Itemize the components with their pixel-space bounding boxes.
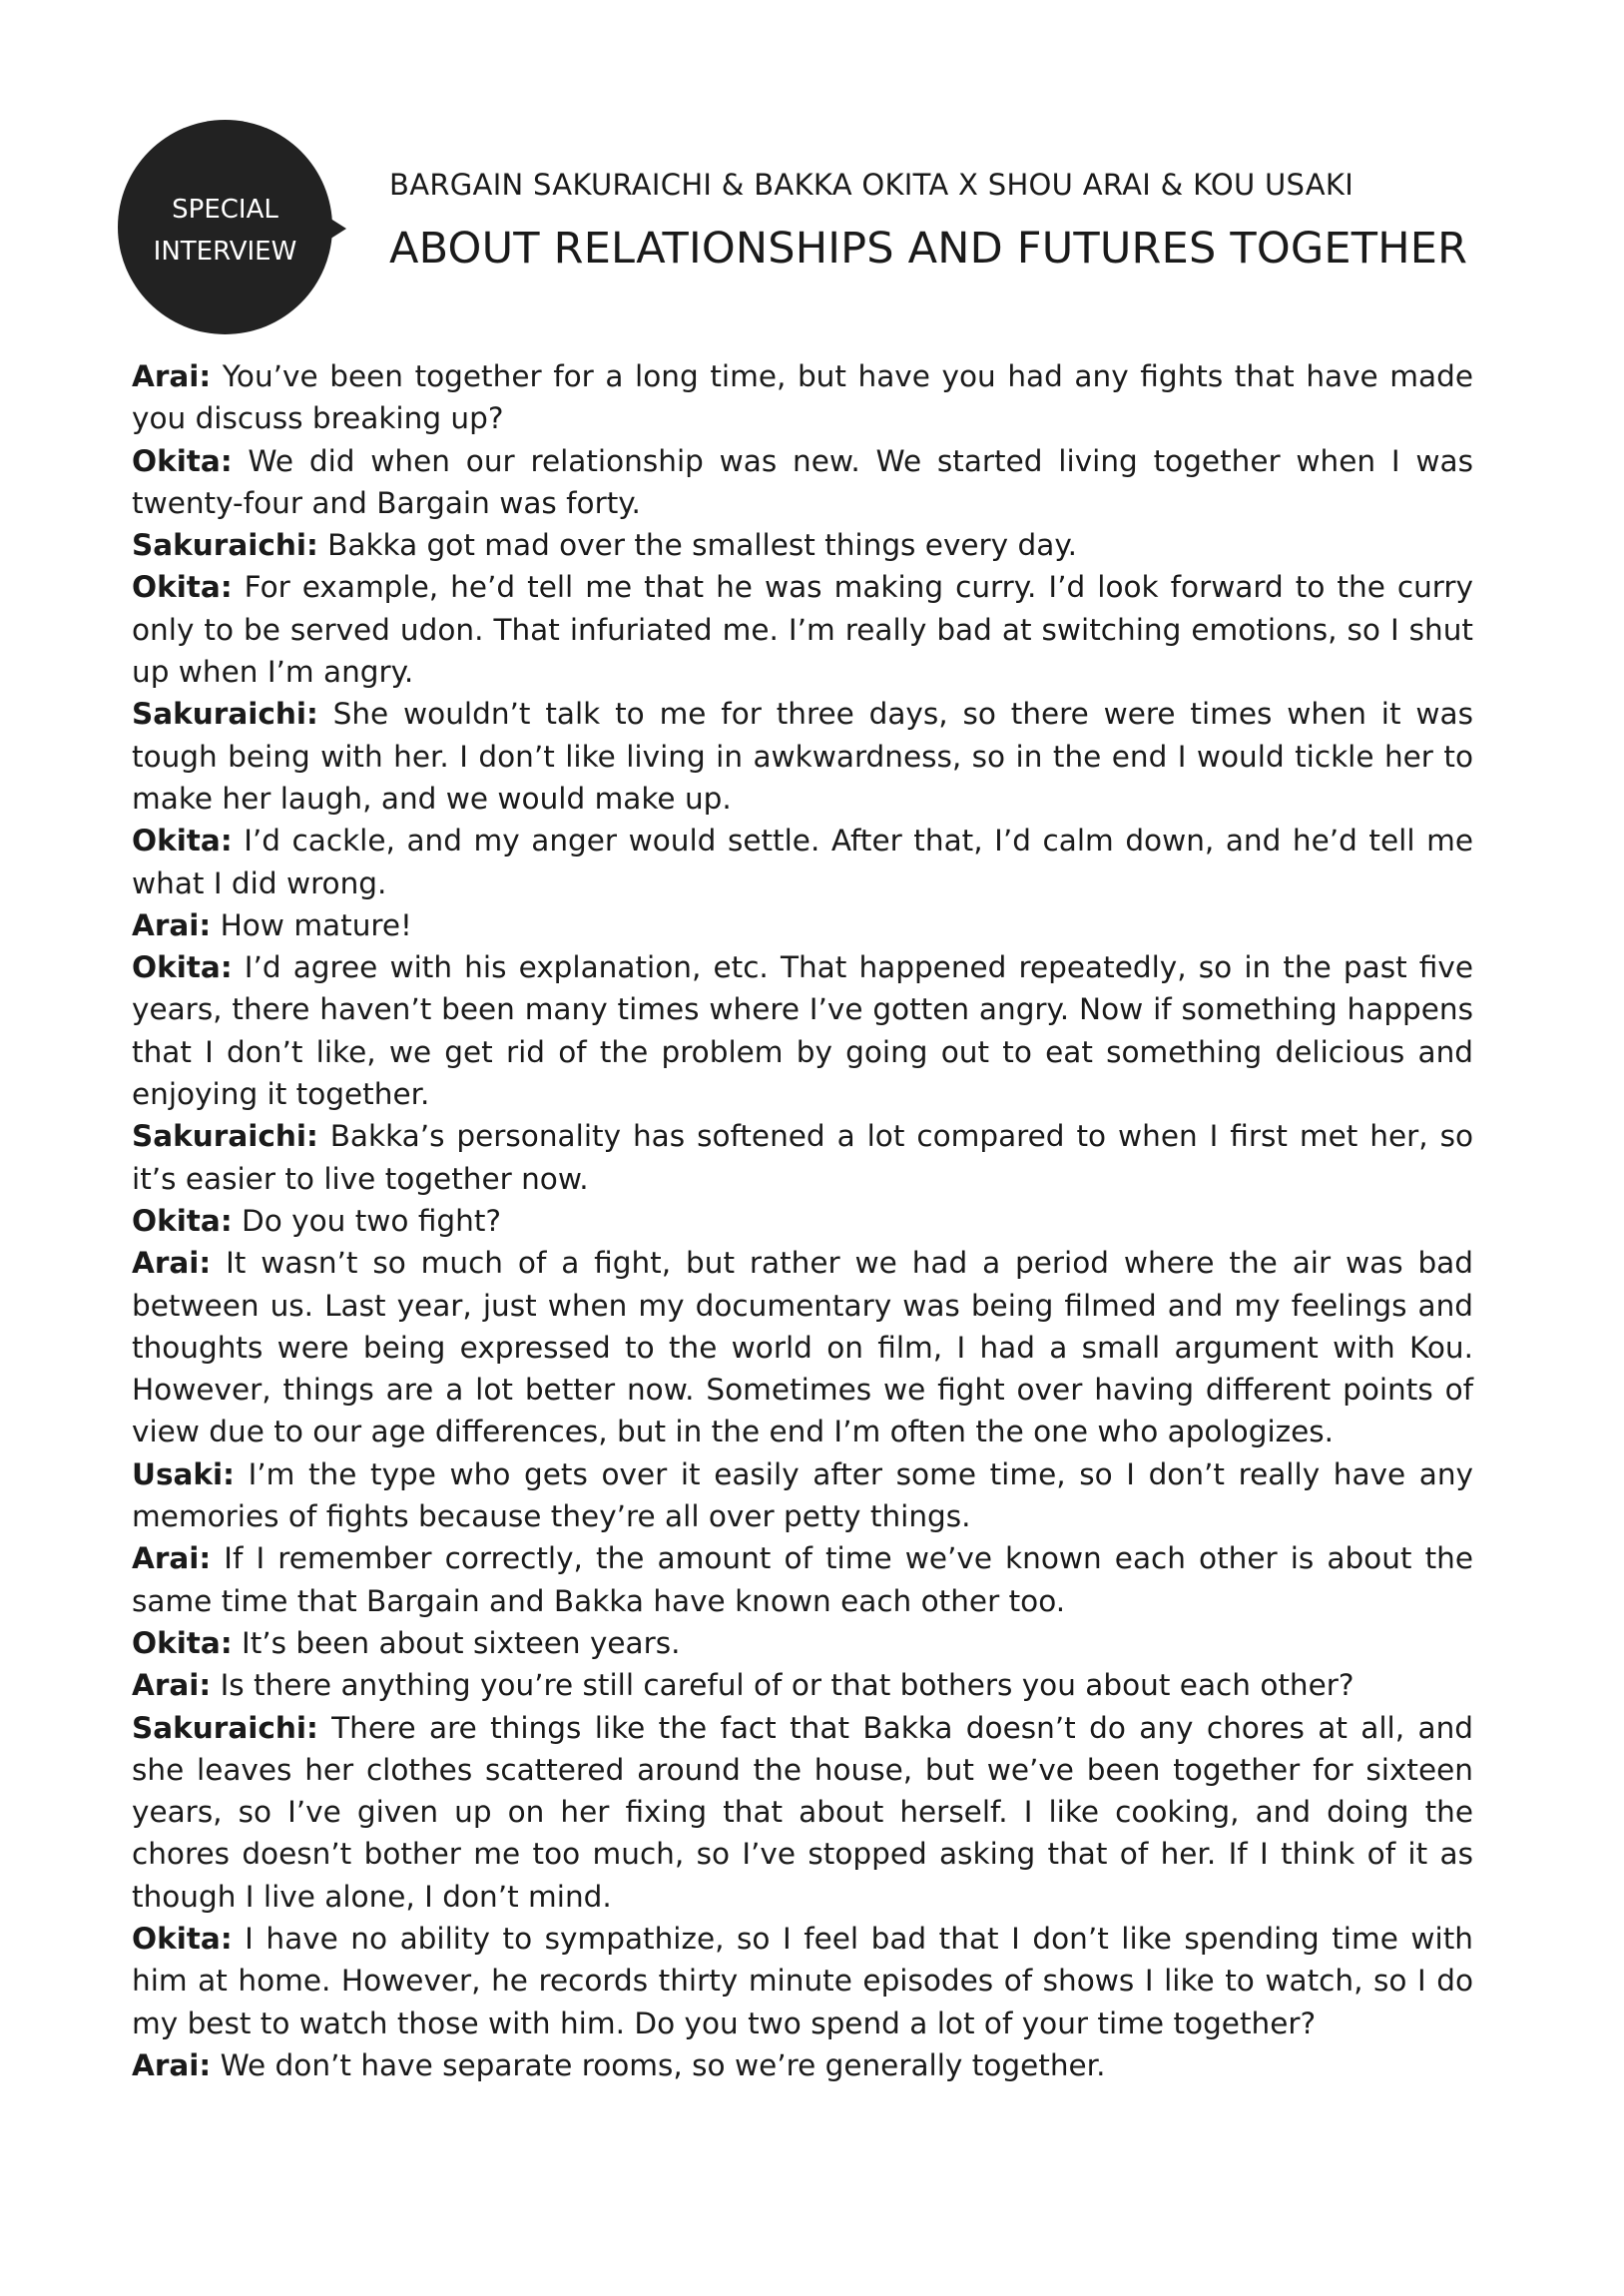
speaker-name: Okita:: [132, 570, 233, 605]
dialogue-text: I’d cackle, and my anger would settle. After that, I’d calm down, and he’d tell me what I did wrong.: [132, 824, 1473, 900]
article-header: [389, 168, 1547, 274]
dialogue-line: [132, 2044, 1473, 2086]
dialogue-line: [132, 1200, 1473, 1242]
speaker-name: Sakuraichi:: [132, 697, 318, 732]
speaker-name: Okita:: [132, 1625, 233, 1660]
speaker-name: Sakuraichi:: [132, 1119, 318, 1154]
speaker-name: Okita:: [132, 1203, 233, 1238]
dialogue-text: I have no ability to sympathize, so I feel bad that I don’t like spending time with him at home. However, he records thirty minute episodes of shows I like to watch, so I do my best to watch those with him. Do you two spend a lot of your time together?: [132, 1921, 1473, 2040]
interview-body: [132, 355, 1473, 2086]
speaker-name: Arai:: [132, 1541, 212, 1576]
dialogue-line: [132, 820, 1473, 904]
dialogue-line: [132, 946, 1473, 1115]
speaker-name: Okita:: [132, 443, 233, 478]
dialogue-line: [132, 1453, 1473, 1538]
dialogue-text: She wouldn’t talk to me for three days, so there were times when it was tough being with her. I don’t like living in awkwardness, so in the end I would tickle her to make her laugh, and we would make up.: [132, 697, 1473, 816]
dialogue-text: It wasn’t so much of a fight, but rather we had a period where the air was bad between us. Last year, just when my documentary was being filmed and my feelings and thoughts were being expressed to the world on film, I had a small argument with Kou. However, things are a lot better now. Sometimes we fight over having different points of view due to our age differences, but in the end I’m often the one who apologizes.: [132, 1246, 1473, 1449]
speaker-name: Okita:: [132, 1921, 233, 1956]
speaker-name: Sakuraichi:: [132, 528, 318, 563]
dialogue-text: It’s been about sixteen years.: [232, 1625, 681, 1660]
dialogue-line: [132, 355, 1473, 440]
dialogue-line: [132, 1664, 1473, 1706]
speaker-name: Arai:: [132, 1246, 212, 1281]
dialogue-line: [132, 440, 1473, 525]
dialogue-text: There are things like the fact that Bakka doesn’t do any chores at all, and she leaves her clothes scattered around the house, but we’ve been together for sixteen years, so I’ve given up on her fixing that about herself. I like cooking, and doing the chores doesn’t bother me too much, so I’ve stopped asking that of her. If I think of it as though I live alone, I don’t mind.: [132, 1710, 1473, 1914]
dialogue-text: You’ve been together for a long time, but have you had any fights that have made you discuss breaking up?: [132, 359, 1473, 436]
dialogue-text: For example, he’d tell me that he was making curry. I’d look forward to the curry only to be served udon. That infuriated me. I’m really bad at switching emotions, so I shut up when I’m angry.: [132, 570, 1473, 690]
dialogue-text: Bakka got mad over the smallest things every day.: [317, 528, 1077, 563]
dialogue-line: [132, 904, 1473, 946]
dialogue-text: Bakka’s personality has softened a lot compared to when I first met her, so it’s easier to live together now.: [132, 1119, 1473, 1196]
speaker-name: Sakuraichi:: [132, 1710, 318, 1745]
dialogue-text: We don’t have separate rooms, so we’re generally together.: [211, 2047, 1106, 2082]
dialogue-text: I’m the type who gets over it easily after some time, so I don’t really have any memories of fights because they’re all over petty things.: [132, 1456, 1473, 1534]
article-title: ABOUT RELATIONSHIPS AND FUTURES TOGETHER: [389, 224, 1468, 274]
speaker-name: Okita:: [132, 950, 233, 985]
speaker-name: Okita:: [132, 824, 233, 859]
speaker-name: Arai:: [132, 1668, 212, 1703]
dialogue-line: [132, 1115, 1473, 1200]
dialogue-line: [132, 693, 1473, 820]
badge-line-1: SPECIAL: [172, 194, 278, 225]
badge-line-2: INTERVIEW: [153, 236, 297, 267]
dialogue-line: [132, 566, 1473, 693]
dialogue-line: [132, 1242, 1473, 1452]
dialogue-text: We did when our relationship was new. We started living together when I was twenty-four and Bargain was forty.: [132, 443, 1473, 520]
dialogue-text: If I remember correctly, the amount of time we’ve known each other is about the same time that Bargain and Bakka have known each other too.: [132, 1541, 1473, 1618]
dialogue-text: How mature!: [211, 907, 412, 942]
dialogue-text: Do you two fight?: [232, 1203, 502, 1238]
dialogue-text: I’d agree with his explanation, etc. That happened repeatedly, so in the past five years, there haven’t been many times where I’ve gotten angry. Now if something happens that I don’t like, we get rid of the problem by going out to eat something delicious and enjoying it together.: [132, 950, 1473, 1112]
speaker-name: Usaki:: [132, 1456, 235, 1491]
dialogue-line: [132, 1707, 1473, 1918]
article-subtitle: BARGAIN SAKURAICHI & BAKKA OKITA X SHOU ARAI & KOU USAKI: [389, 168, 1354, 202]
dialogue-line: [132, 1622, 1473, 1664]
speaker-name: Arai:: [132, 907, 212, 942]
special-interview-badge: [118, 120, 332, 334]
speaker-name: Arai:: [132, 359, 212, 393]
dialogue-line: [132, 1537, 1473, 1622]
speaker-name: Arai:: [132, 2047, 212, 2082]
dialogue-line: [132, 524, 1473, 566]
dialogue-line: [132, 1918, 1473, 2044]
dialogue-text: Is there anything you’re still careful of or that bothers you about each other?: [211, 1668, 1354, 1703]
